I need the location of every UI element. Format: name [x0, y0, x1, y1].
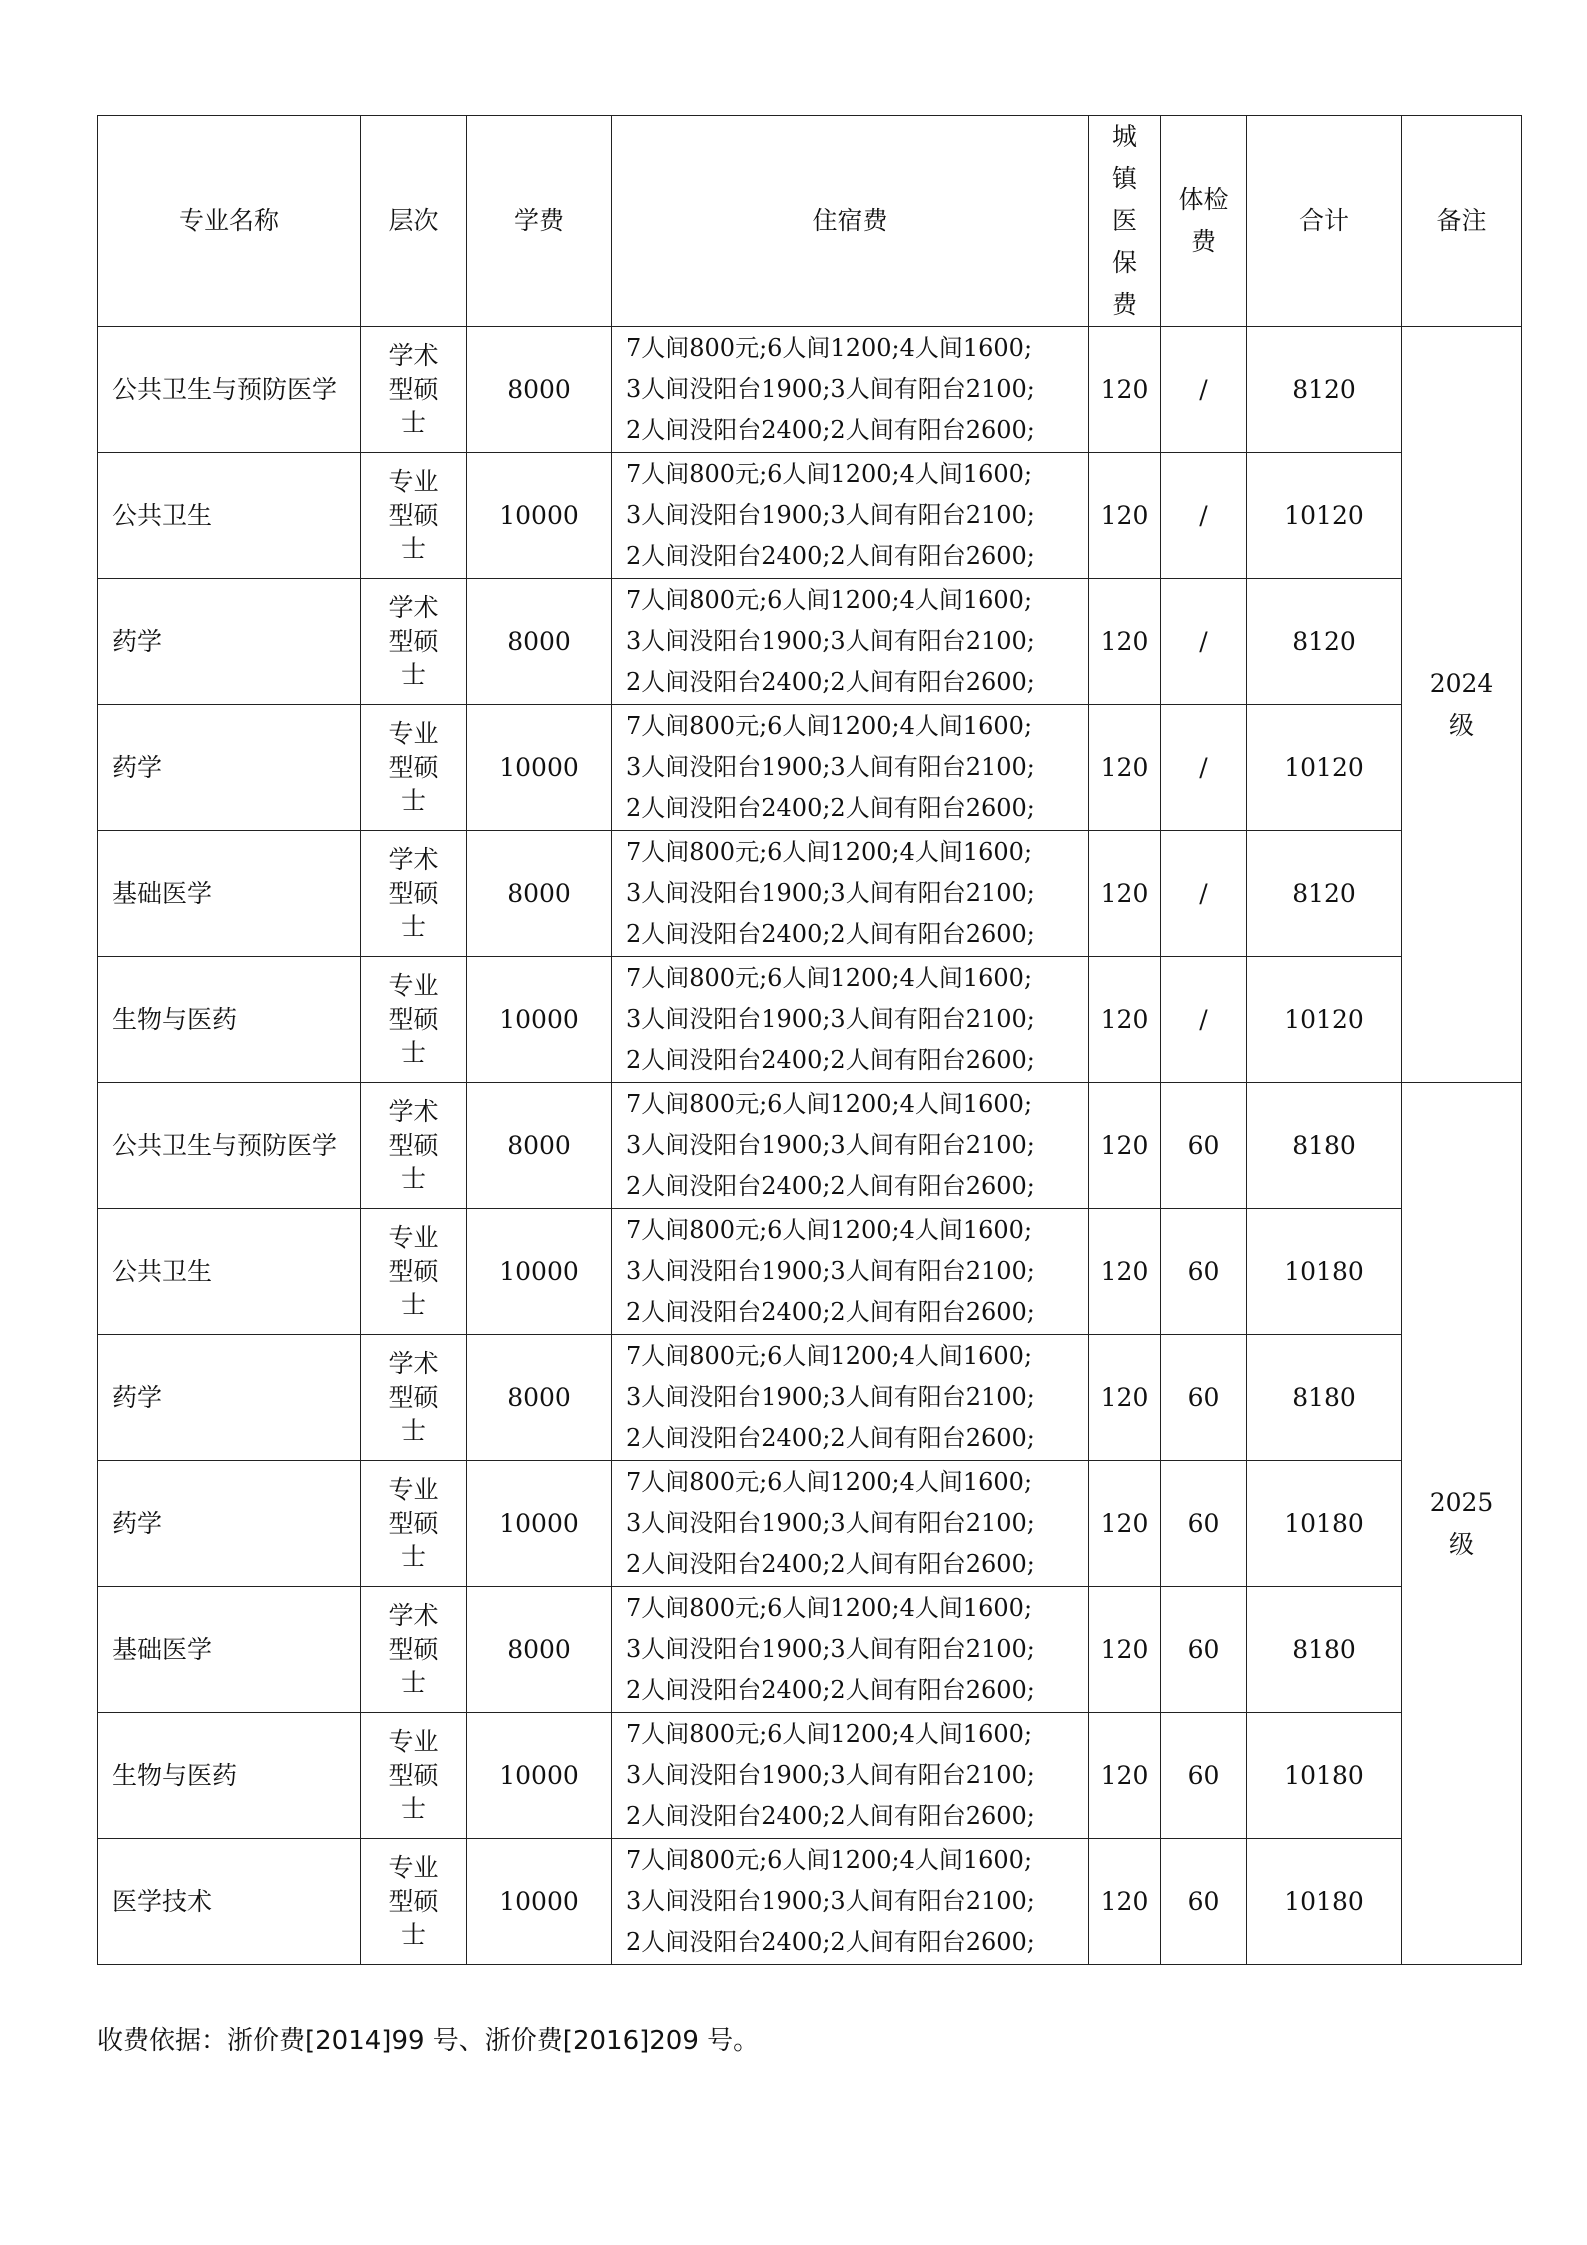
header-insurance-char: 保	[1111, 248, 1137, 277]
cell-total: 8120	[1247, 327, 1402, 453]
cell-level-line: 型硕	[388, 1886, 439, 1916]
cell-total: 8120	[1247, 579, 1402, 705]
cell-level-line: 专业	[388, 970, 439, 1000]
header-exam-line: 体检	[1178, 185, 1229, 214]
header-name: 专业名称	[98, 116, 361, 327]
cell-lodging	[612, 453, 1089, 579]
cell-level-line: 士	[400, 1794, 426, 1824]
cell-major-name: 生物与医药	[98, 1713, 361, 1839]
cell-level	[361, 957, 467, 1083]
table-row	[98, 831, 1522, 957]
table-row	[98, 579, 1522, 705]
header-exam-line: 费	[1190, 227, 1216, 256]
cell-exam: /	[1161, 705, 1247, 831]
cell-total: 10180	[1247, 1209, 1402, 1335]
cell-total: 8180	[1247, 1083, 1402, 1209]
cell-lodging-line: 3人间没阳台1900;3人间有阳台2100;	[626, 501, 1035, 529]
cell-lodging-line: 2人间没阳台2400;2人间有阳台2600;	[626, 1424, 1035, 1452]
header-total: 合计	[1247, 116, 1402, 327]
cell-lodging	[612, 957, 1089, 1083]
cell-exam: 60	[1161, 1839, 1247, 1965]
cell-major-name: 药学	[98, 579, 361, 705]
cell-level	[361, 1839, 467, 1965]
header-insurance-char: 城	[1111, 122, 1137, 151]
cell-level	[361, 1713, 467, 1839]
cell-exam: /	[1161, 831, 1247, 957]
cell-lodging	[612, 579, 1089, 705]
cell-level-line: 士	[400, 1668, 426, 1698]
cell-level-line: 士	[400, 1542, 426, 1572]
cell-level-line: 型硕	[388, 1256, 439, 1286]
cell-insurance: 120	[1089, 1839, 1161, 1965]
cell-total: 10120	[1247, 705, 1402, 831]
cell-insurance: 120	[1089, 1587, 1161, 1713]
cell-cohort-note	[1402, 327, 1522, 1083]
header-row	[98, 116, 1522, 327]
cell-exam: 60	[1161, 1335, 1247, 1461]
cell-exam: /	[1161, 327, 1247, 453]
header-insurance-char: 费	[1111, 290, 1137, 319]
cell-insurance: 120	[1089, 327, 1161, 453]
table-row	[98, 1209, 1522, 1335]
cell-lodging-line: 2人间没阳台2400;2人间有阳台2600;	[626, 416, 1035, 444]
cell-level-line: 专业	[388, 1474, 439, 1504]
cell-lodging-line: 7人间800元;6人间1200;4人间1600;	[626, 1468, 1033, 1496]
header-note: 备注	[1402, 116, 1522, 327]
cell-tuition: 10000	[467, 1713, 612, 1839]
cell-total: 10180	[1247, 1839, 1402, 1965]
cell-lodging-line: 7人间800元;6人间1200;4人间1600;	[626, 1846, 1033, 1874]
cell-insurance: 120	[1089, 1083, 1161, 1209]
cell-level-line: 学术	[388, 1348, 439, 1378]
cell-lodging-line: 3人间没阳台1900;3人间有阳台2100;	[626, 1761, 1035, 1789]
cell-level	[361, 1335, 467, 1461]
cell-lodging-line: 2人间没阳台2400;2人间有阳台2600;	[626, 1046, 1035, 1074]
cell-lodging-line: 3人间没阳台1900;3人间有阳台2100;	[626, 879, 1035, 907]
cell-lodging-line: 7人间800元;6人间1200;4人间1600;	[626, 964, 1033, 992]
table-row	[98, 957, 1522, 1083]
cell-level-line: 士	[400, 408, 426, 438]
cell-level	[361, 705, 467, 831]
fee-table	[97, 115, 1522, 1965]
cell-level-line: 型硕	[388, 1130, 439, 1160]
cell-level-line: 型硕	[388, 626, 439, 656]
cell-cohort-line: 级	[1448, 710, 1474, 740]
cell-lodging-line: 7人间800元;6人间1200;4人间1600;	[626, 586, 1033, 614]
cell-exam: 60	[1161, 1083, 1247, 1209]
cell-insurance: 120	[1089, 453, 1161, 579]
header-exam	[1161, 116, 1247, 327]
cell-lodging-line: 3人间没阳台1900;3人间有阳台2100;	[626, 1005, 1035, 1033]
cell-lodging	[612, 1587, 1089, 1713]
cell-insurance: 120	[1089, 579, 1161, 705]
cell-lodging-line: 7人间800元;6人间1200;4人间1600;	[626, 334, 1033, 362]
cell-lodging-line: 2人间没阳台2400;2人间有阳台2600;	[626, 1802, 1035, 1830]
cell-level-line: 型硕	[388, 1004, 439, 1034]
table-row	[98, 1839, 1522, 1965]
cell-lodging-line: 7人间800元;6人间1200;4人间1600;	[626, 712, 1033, 740]
cell-lodging-line: 7人间800元;6人间1200;4人间1600;	[626, 460, 1033, 488]
cell-level	[361, 1461, 467, 1587]
cell-lodging-line: 3人间没阳台1900;3人间有阳台2100;	[626, 1887, 1035, 1915]
table-row	[98, 1587, 1522, 1713]
cell-total: 8180	[1247, 1587, 1402, 1713]
cell-level-line: 士	[400, 786, 426, 816]
cell-level	[361, 579, 467, 705]
cell-cohort-line: 级	[1448, 1529, 1474, 1559]
table-row	[98, 1461, 1522, 1587]
cell-exam: 60	[1161, 1209, 1247, 1335]
cell-lodging-line: 7人间800元;6人间1200;4人间1600;	[626, 1342, 1033, 1370]
cell-lodging-line: 3人间没阳台1900;3人间有阳台2100;	[626, 1131, 1035, 1159]
table-row	[98, 1083, 1522, 1209]
cell-lodging	[612, 1083, 1089, 1209]
cell-level	[361, 453, 467, 579]
header-lodging: 住宿费	[612, 116, 1089, 327]
cell-level-line: 专业	[388, 1726, 439, 1756]
cell-level-line: 型硕	[388, 878, 439, 908]
cell-lodging-line: 2人间没阳台2400;2人间有阳台2600;	[626, 1172, 1035, 1200]
header-insurance	[1089, 116, 1161, 327]
cell-level	[361, 1587, 467, 1713]
cell-tuition: 10000	[467, 1839, 612, 1965]
cell-exam: /	[1161, 957, 1247, 1083]
cell-lodging-line: 2人间没阳台2400;2人间有阳台2600;	[626, 1928, 1035, 1956]
cell-level	[361, 1083, 467, 1209]
cell-lodging	[612, 705, 1089, 831]
cell-lodging	[612, 831, 1089, 957]
table-row	[98, 327, 1522, 453]
cell-lodging-line: 3人间没阳台1900;3人间有阳台2100;	[626, 753, 1035, 781]
cell-major-name: 基础医学	[98, 831, 361, 957]
cell-tuition: 10000	[467, 1209, 612, 1335]
table-row	[98, 705, 1522, 831]
cell-lodging-line: 7人间800元;6人间1200;4人间1600;	[626, 1720, 1033, 1748]
cell-insurance: 120	[1089, 1335, 1161, 1461]
cell-lodging-line: 7人间800元;6人间1200;4人间1600;	[626, 1090, 1033, 1118]
cell-lodging	[612, 1839, 1089, 1965]
cell-level-line: 型硕	[388, 1634, 439, 1664]
cell-lodging-line: 2人间没阳台2400;2人间有阳台2600;	[626, 1676, 1035, 1704]
cell-tuition: 10000	[467, 453, 612, 579]
cell-total: 10120	[1247, 453, 1402, 579]
cell-lodging-line: 3人间没阳台1900;3人间有阳台2100;	[626, 375, 1035, 403]
cell-lodging-line: 2人间没阳台2400;2人间有阳台2600;	[626, 668, 1035, 696]
cell-exam: /	[1161, 453, 1247, 579]
cell-tuition: 10000	[467, 705, 612, 831]
cell-major-name: 医学技术	[98, 1839, 361, 1965]
cell-tuition: 8000	[467, 1335, 612, 1461]
cell-exam: 60	[1161, 1713, 1247, 1839]
cell-total: 10180	[1247, 1461, 1402, 1587]
cell-lodging-line: 7人间800元;6人间1200;4人间1600;	[626, 838, 1033, 866]
cell-lodging-line: 2人间没阳台2400;2人间有阳台2600;	[626, 794, 1035, 822]
cell-level-line: 士	[400, 1920, 426, 1950]
cell-level-line: 型硕	[388, 752, 439, 782]
cell-tuition: 8000	[467, 1587, 612, 1713]
cell-lodging	[612, 1335, 1089, 1461]
cell-level	[361, 831, 467, 957]
cell-level-line: 士	[400, 912, 426, 942]
cell-lodging-line: 3人间没阳台1900;3人间有阳台2100;	[626, 1257, 1035, 1285]
cell-lodging-line: 7人间800元;6人间1200;4人间1600;	[626, 1594, 1033, 1622]
cell-level-line: 学术	[388, 1096, 439, 1126]
cell-level-line: 专业	[388, 1852, 439, 1882]
cell-level-line: 士	[400, 534, 426, 564]
cell-lodging	[612, 327, 1089, 453]
cell-lodging	[612, 1461, 1089, 1587]
cell-major-name: 公共卫生	[98, 1209, 361, 1335]
cell-lodging	[612, 1713, 1089, 1839]
cell-major-name: 药学	[98, 705, 361, 831]
cell-lodging-line: 2人间没阳台2400;2人间有阳台2600;	[626, 542, 1035, 570]
cell-level-line: 型硕	[388, 374, 439, 404]
cell-cohort-line: 2025	[1429, 1487, 1494, 1517]
cell-lodging-line: 3人间没阳台1900;3人间有阳台2100;	[626, 1383, 1035, 1411]
cell-tuition: 8000	[467, 327, 612, 453]
cell-level-line: 型硕	[388, 500, 439, 530]
cell-level-line: 专业	[388, 718, 439, 748]
table-row	[98, 453, 1522, 579]
cell-major-name: 公共卫生	[98, 453, 361, 579]
cell-major-name: 药学	[98, 1335, 361, 1461]
cell-major-name: 药学	[98, 1461, 361, 1587]
fee-basis-note: 收费依据：浙价费[2014]99 号、浙价费[2016]209 号。	[97, 2026, 760, 2056]
cell-level-line: 型硕	[388, 1382, 439, 1412]
cell-level-line: 士	[400, 660, 426, 690]
cell-lodging-line: 3人间没阳台1900;3人间有阳台2100;	[626, 1509, 1035, 1537]
cell-major-name: 公共卫生与预防医学	[98, 1083, 361, 1209]
cell-major-name: 生物与医药	[98, 957, 361, 1083]
cell-tuition: 10000	[467, 1461, 612, 1587]
cell-insurance: 120	[1089, 957, 1161, 1083]
cell-cohort-line: 2024	[1429, 668, 1494, 698]
cell-level	[361, 1209, 467, 1335]
cell-lodging	[612, 1209, 1089, 1335]
cell-insurance: 120	[1089, 831, 1161, 957]
cell-insurance: 120	[1089, 1209, 1161, 1335]
cell-level-line: 学术	[388, 592, 439, 622]
cell-level-line: 型硕	[388, 1508, 439, 1538]
cell-cohort-note	[1402, 1083, 1522, 1965]
header-insurance-char: 镇	[1111, 164, 1137, 193]
cell-lodging-line: 3人间没阳台1900;3人间有阳台2100;	[626, 627, 1035, 655]
cell-tuition: 8000	[467, 579, 612, 705]
cell-exam: 60	[1161, 1461, 1247, 1587]
cell-tuition: 8000	[467, 831, 612, 957]
cell-total: 8120	[1247, 831, 1402, 957]
cell-level-line: 专业	[388, 466, 439, 496]
cell-tuition: 10000	[467, 957, 612, 1083]
cell-insurance: 120	[1089, 1461, 1161, 1587]
cell-major-name: 基础医学	[98, 1587, 361, 1713]
cell-total: 10180	[1247, 1713, 1402, 1839]
cell-total: 8180	[1247, 1335, 1402, 1461]
cell-total: 10120	[1247, 957, 1402, 1083]
header-level: 层次	[361, 116, 467, 327]
cell-lodging-line: 2人间没阳台2400;2人间有阳台2600;	[626, 1298, 1035, 1326]
cell-lodging-line: 2人间没阳台2400;2人间有阳台2600;	[626, 920, 1035, 948]
cell-lodging-line: 2人间没阳台2400;2人间有阳台2600;	[626, 1550, 1035, 1578]
header-tuition: 学费	[467, 116, 612, 327]
cell-level-line: 型硕	[388, 1760, 439, 1790]
cell-exam: /	[1161, 579, 1247, 705]
table-row	[98, 1713, 1522, 1839]
fee-table-body	[98, 327, 1522, 1965]
cell-level-line: 学术	[388, 340, 439, 370]
cell-insurance: 120	[1089, 705, 1161, 831]
header-insurance-char: 医	[1111, 206, 1137, 235]
cell-lodging-line: 3人间没阳台1900;3人间有阳台2100;	[626, 1635, 1035, 1663]
cell-level-line: 士	[400, 1290, 426, 1320]
cell-level-line: 学术	[388, 1600, 439, 1630]
cell-level-line: 士	[400, 1038, 426, 1068]
table-row	[98, 1335, 1522, 1461]
cell-level-line: 学术	[388, 844, 439, 874]
cell-insurance: 120	[1089, 1713, 1161, 1839]
cell-level-line: 士	[400, 1416, 426, 1446]
cell-level	[361, 327, 467, 453]
cell-tuition: 8000	[467, 1083, 612, 1209]
cell-lodging-line: 7人间800元;6人间1200;4人间1600;	[626, 1216, 1033, 1244]
cell-level-line: 专业	[388, 1222, 439, 1252]
cell-exam: 60	[1161, 1587, 1247, 1713]
cell-level-line: 士	[400, 1164, 426, 1194]
cell-major-name: 公共卫生与预防医学	[98, 327, 361, 453]
